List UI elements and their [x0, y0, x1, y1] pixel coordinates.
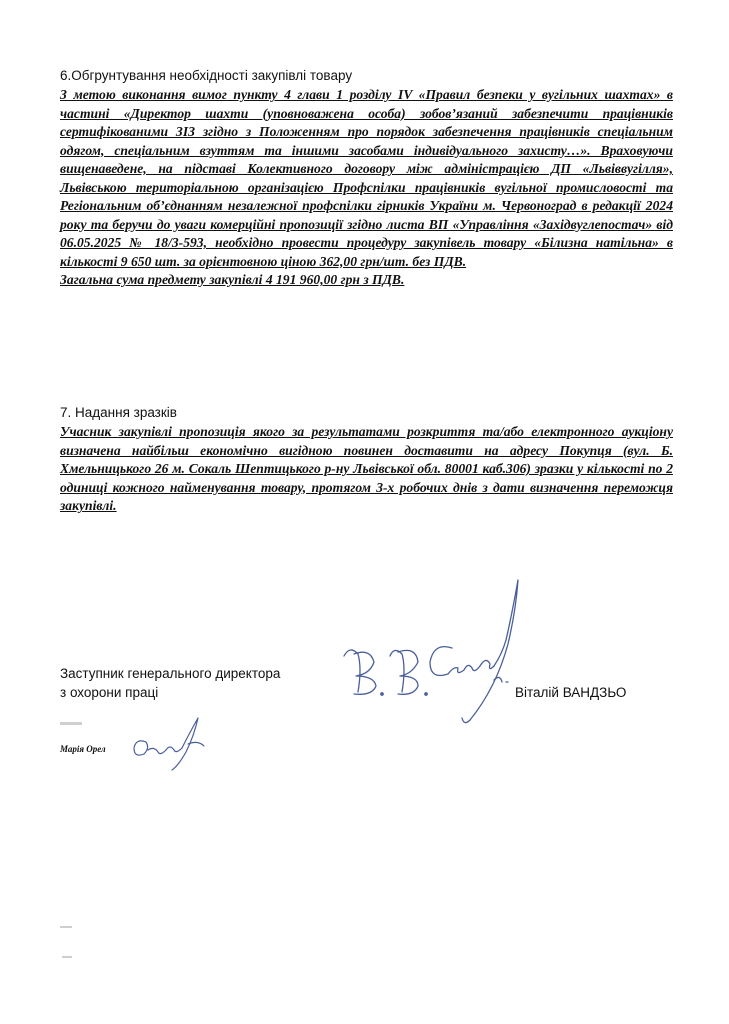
section-7-paragraph: Учасник закупівлі пропозиція якого за результатами розкриття та/або електронного аукціону визначена найбільш економічно вигідною повинен доставити на адресу Покупця (вул. Б. Хмельницького 26 м. Сокаль Шептицького р-ну Львівської обл. 80001 каб.306) зразки у кількості по 2 одиниці кожного найменування товару, протягом 3-х робочих днів з дати визначення переможця закупівлі. — [60, 424, 673, 513]
section-6 — [60, 66, 673, 290]
scan-speck — [60, 722, 82, 725]
executor-name: Марія Орел — [60, 744, 106, 754]
director-signature — [330, 570, 530, 730]
signatory-title — [60, 664, 280, 702]
section-7 — [60, 403, 673, 516]
signatory-name: Віталій ВАНДЗЬО — [515, 685, 627, 700]
signatory-title-line-1: Заступник генерального директора — [60, 666, 281, 681]
executor-signature — [128, 712, 208, 772]
section-6-heading: 6.Обгрунтування необхідності закупівлі товару — [60, 68, 353, 83]
section-7-body — [60, 423, 673, 516]
section-7-heading: 7. Надання зразків — [60, 405, 177, 420]
section-6-total: Загальна сума предмету закупівлі 4 191 960,00 грн з ПДВ. — [60, 272, 405, 287]
section-6-paragraph: З метою виконання вимог пункту 4 глави 1 розділу IV «Правил безпеки у вугільних шахтах» в частині «Директор шахти (уповноважена особа) зобов’язаний забезпечити працівників сертифікованими ЗІЗ згідно з Положенням про порядок забезпечення працівників спеціальним одягом, спеціальним взуттям та іншими засобами індивідуального захисту…». Враховуючи вищенаведене, на підставі Колективного договору між адміністрацією ДП «Львіввугілля», Львівською територіальною організацією Профспілки працівників вугільної промисловості та Регіональним об’єднанням незалежної профспілки гірників України м. Червоноград в редакції 2024 року та беручи до уваги комерційні пропозиції згідно листа ВП «Управління «Західвуглепостач» від 06.05.2025 № 18/3-593, необхідно провести процедуру закупівель товару «Білизна натільна» в кількості 9 650 шт. за орієнтовною ціною 362,00 грн/шт. без ПДВ. — [60, 87, 673, 269]
scan-speck — [62, 956, 72, 958]
section-6-body — [60, 86, 673, 290]
signatory-title-line-2: з охорони праці — [60, 685, 159, 700]
scan-speck — [60, 926, 72, 928]
